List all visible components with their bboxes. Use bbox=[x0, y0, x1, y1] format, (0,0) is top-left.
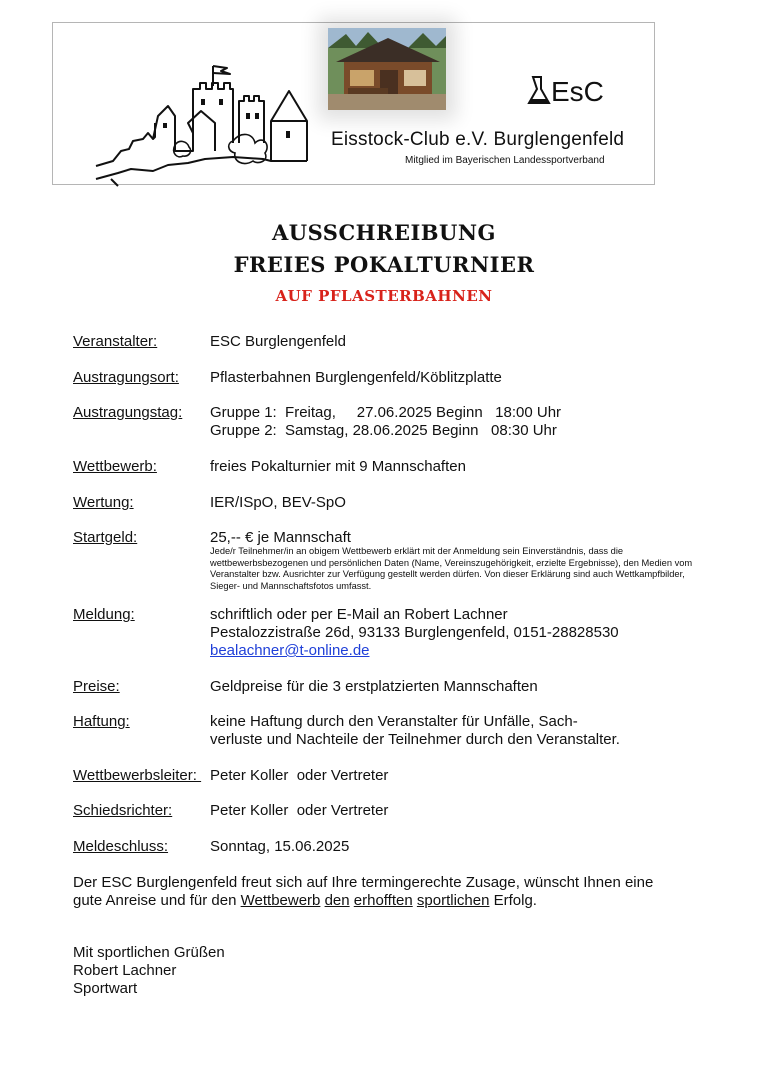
field-value: ESC Burglengenfeld bbox=[210, 333, 346, 350]
field-value-line1: keine Haftung durch den Veranstalter für Unfälle, Sach- bbox=[210, 713, 578, 730]
email-link[interactable]: bealachner@t-online.de bbox=[210, 642, 370, 659]
field-label: Preise: bbox=[73, 678, 120, 695]
club-name: Eisstock-Club e.V. Burglengenfeld bbox=[331, 129, 625, 150]
field-label: Startgeld: bbox=[73, 529, 138, 546]
field-value-line1: schriftlich oder per E-Mail an Robert Lachner bbox=[210, 606, 508, 623]
field-value: Peter Koller oder Vertreter bbox=[210, 767, 389, 784]
field-label: Wettbewerbsleiter: bbox=[73, 767, 202, 784]
field-value: 25,-- € je Mannschaft bbox=[210, 529, 351, 546]
field-label: Veranstalter: bbox=[73, 333, 158, 350]
field-label: Meldung: bbox=[73, 606, 135, 623]
field-value: Geldpreise für die 3 erstplatzierten Mannschaften bbox=[210, 678, 538, 695]
closing-underlined: Wettbewerb bbox=[240, 892, 321, 909]
title-subtitle: AUF PFLASTERBAHNEN bbox=[275, 287, 493, 305]
field-label: Haftung: bbox=[73, 713, 130, 730]
field-label: Wettbewerb: bbox=[73, 458, 157, 475]
clubhouse-photo bbox=[328, 28, 446, 110]
field-value: Pflasterbahnen Burglengenfeld/Köblitzplatte bbox=[210, 369, 502, 386]
esc-logo-text: EsC bbox=[551, 76, 604, 107]
signature-name: Robert Lachner bbox=[73, 962, 177, 979]
field-label: Wertung: bbox=[73, 494, 134, 511]
closing-underlined: sportlichen bbox=[416, 892, 490, 909]
closing-text: Erfolg. bbox=[489, 892, 537, 909]
field-label: Schiedsrichter: bbox=[73, 802, 173, 819]
field-label: Austragungstag: bbox=[73, 404, 183, 421]
title-tournament: FREIES POKALTURNIER bbox=[233, 252, 535, 277]
field-label: Austragungsort: bbox=[73, 369, 179, 386]
field-value: Peter Koller oder Vertreter bbox=[210, 802, 389, 819]
signature bbox=[73, 944, 713, 998]
closing-underlined: den bbox=[324, 892, 350, 909]
closing-text: gute Anreise und für den bbox=[73, 892, 241, 909]
field-value-address: Pestalozzistraße 26d, 93133 Burglengenfeld, 0151-28828530 bbox=[210, 624, 619, 641]
closing-line1: Der ESC Burglengenfeld freut sich auf Ihre termingerechte Zusage, wünscht Ihnen eine bbox=[73, 874, 654, 891]
club-membership: Mitglied im Bayerischen Landessportverband bbox=[405, 155, 605, 166]
closing-line2 bbox=[73, 892, 713, 910]
consent-note: Jede/r Teilnehmer/in an obigem Wettbewerb erklärt mit der Anmeldung sein Einverständnis, dass die wettbewerbsbezogenen und persönlichen Daten (Name, Vereinszugehörigkeit, erzielte Ergebnisse), den Medien vom Veranstalter bzw. Ausrichter zur Verfügung gestellt werden dürfen. Von dieser Erklärung sind auch Wettkampfbilder, Sieger- und Mannschaftsfotos umfasst. bbox=[210, 546, 693, 591]
esc-logo-icon bbox=[527, 69, 627, 109]
title-ausschreibung: AUSSCHREIBUNG bbox=[271, 220, 496, 245]
header-banner bbox=[52, 22, 655, 185]
closing-underlined: erhofften bbox=[353, 892, 413, 909]
signature-role: Sportwart bbox=[73, 980, 138, 997]
field-label: Meldeschluss: bbox=[73, 838, 169, 855]
castle-logo-icon bbox=[93, 61, 323, 191]
field-value-group1: Gruppe 1: Freitag, 27.06.2025 Beginn 18:00 Uhr bbox=[210, 404, 562, 421]
field-value: freies Pokalturnier mit 9 Mannschaften bbox=[210, 458, 466, 475]
signature-greeting: Mit sportlichen Grüßen bbox=[73, 944, 225, 961]
closing-paragraph bbox=[73, 874, 713, 910]
field-value: IER/ISpO, BEV-SpO bbox=[210, 494, 346, 511]
field-value: Sonntag, 15.06.2025 bbox=[210, 838, 350, 855]
field-value-line2: verluste und Nachteile der Teilnehmer durch den Veranstalter. bbox=[210, 731, 620, 748]
field-value-group2: Gruppe 2: Samstag, 28.06.2025 Beginn 08:30 Uhr bbox=[210, 422, 557, 439]
